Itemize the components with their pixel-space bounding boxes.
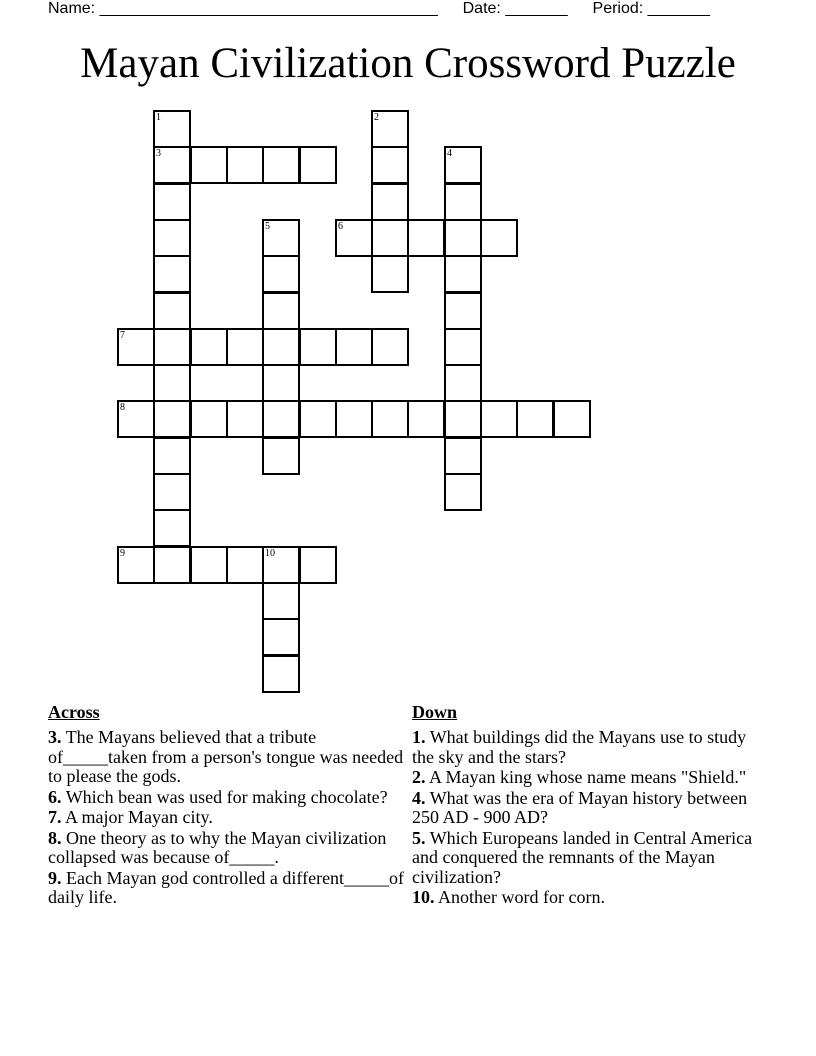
- crossword-cell[interactable]: [117, 546, 155, 584]
- clue-down-2: 2. A Mayan king whose name means "Shield.": [412, 767, 747, 787]
- clue-down-5: 5. Which Europeans landed in Central America and conquered the remnants of the Mayan civilization?: [412, 827, 753, 887]
- clue-number: 4: [447, 148, 452, 159]
- across-heading: Across: [48, 702, 100, 722]
- clue-number: 10: [265, 548, 275, 559]
- crossword-cell[interactable]: [262, 582, 300, 620]
- crossword-cell[interactable]: [153, 292, 191, 330]
- period-field[interactable]: Period: _______: [592, 0, 710, 17]
- clue-number: 5: [265, 221, 270, 232]
- crossword-cell[interactable]: [153, 509, 191, 547]
- clue-down-10: 10. Another word for corn.: [412, 887, 605, 907]
- crossword-cell[interactable]: [371, 183, 409, 221]
- crossword-cell[interactable]: [226, 400, 264, 438]
- crossword-cell[interactable]: [153, 364, 191, 402]
- crossword-cell[interactable]: [444, 328, 482, 366]
- across-clues: [48, 702, 406, 909]
- crossword-cell[interactable]: [516, 400, 554, 438]
- name-field[interactable]: Name: ______________________________________: [48, 0, 438, 17]
- clue-across-7: 7. A major Mayan city.: [48, 807, 213, 827]
- crossword-cell[interactable]: [444, 437, 482, 475]
- crossword-cell[interactable]: [262, 328, 300, 366]
- crossword-cell[interactable]: [480, 219, 518, 257]
- crossword-cell[interactable]: [371, 400, 409, 438]
- crossword-cell[interactable]: [153, 146, 191, 184]
- crossword-cell[interactable]: [299, 546, 337, 584]
- crossword-cell[interactable]: [153, 255, 191, 293]
- clue-across-6: 6. Which bean was used for making chocolate?: [48, 786, 388, 807]
- clue-number: 1: [156, 112, 161, 123]
- crossword-cell[interactable]: [262, 219, 300, 257]
- crossword-cell[interactable]: [262, 292, 300, 330]
- crossword-cell[interactable]: [262, 437, 300, 475]
- crossword-cell[interactable]: [444, 146, 482, 184]
- clue-number: 7: [120, 330, 125, 341]
- crossword-cell[interactable]: [335, 219, 373, 257]
- crossword-cell[interactable]: [299, 146, 337, 184]
- crossword-cell[interactable]: [371, 219, 409, 257]
- crossword-cell[interactable]: [153, 400, 191, 438]
- crossword-cell[interactable]: [444, 255, 482, 293]
- crossword-cell[interactable]: [190, 328, 228, 366]
- clue-down-1: 1. What buildings did the Mayans use to study the sky and the stars?: [412, 727, 747, 767]
- crossword-cell[interactable]: [262, 618, 300, 656]
- crossword-cell[interactable]: [226, 146, 264, 184]
- crossword-cell[interactable]: [299, 400, 337, 438]
- crossword-cell[interactable]: [190, 546, 228, 584]
- crossword-cell[interactable]: [335, 400, 373, 438]
- clue-number: 6: [338, 221, 343, 232]
- crossword-cell[interactable]: [444, 364, 482, 402]
- puzzle-title: Mayan Civilization Crossword Puzzle: [80, 40, 736, 87]
- crossword-cell[interactable]: [407, 219, 445, 257]
- clue-number: 2: [374, 112, 379, 123]
- clue-number: 3: [156, 148, 161, 159]
- crossword-cell[interactable]: [444, 473, 482, 511]
- crossword-cell[interactable]: [153, 546, 191, 584]
- crossword-cell[interactable]: [335, 328, 373, 366]
- crossword-cell[interactable]: [153, 183, 191, 221]
- crossword-cell[interactable]: [190, 400, 228, 438]
- crossword-cell[interactable]: [444, 400, 482, 438]
- crossword-cell[interactable]: [153, 328, 191, 366]
- crossword-cell[interactable]: [480, 400, 518, 438]
- crossword-cell[interactable]: [299, 328, 337, 366]
- date-field[interactable]: Date: _______: [462, 0, 568, 17]
- crossword-cell[interactable]: [371, 328, 409, 366]
- crossword-cell[interactable]: [226, 546, 264, 584]
- crossword-cell[interactable]: [407, 400, 445, 438]
- crossword-cell[interactable]: [262, 364, 300, 402]
- crossword-cell[interactable]: [444, 219, 482, 257]
- clue-across-8: 8. One theory as to why the Mayan civilization collapsed was because of_____.: [48, 827, 387, 867]
- crossword-cell[interactable]: [444, 292, 482, 330]
- crossword-cell[interactable]: [117, 328, 155, 366]
- clue-across-3: 3. The Mayans believed that a tribute of_____taken from a person's tongue was needed to please the gods.: [48, 727, 404, 786]
- down-heading: Down: [412, 702, 458, 722]
- crossword-cell[interactable]: [190, 146, 228, 184]
- crossword-cell[interactable]: [153, 437, 191, 475]
- down-clues: [412, 702, 772, 909]
- crossword-cell[interactable]: [153, 219, 191, 257]
- clue-across-9: 9. Each Mayan god controlled a different_____of daily life.: [48, 867, 405, 907]
- crossword-cell[interactable]: [226, 328, 264, 366]
- crossword-cell[interactable]: [117, 400, 155, 438]
- crossword-cell[interactable]: [262, 400, 300, 438]
- crossword-cell[interactable]: [262, 146, 300, 184]
- crossword-cell[interactable]: [262, 546, 300, 584]
- clue-down-4: 4. What was the era of Mayan history between 250 AD - 900 AD?: [412, 787, 748, 827]
- clue-number: 9: [120, 548, 125, 559]
- crossword-cell[interactable]: [153, 110, 191, 148]
- crossword-cell[interactable]: [444, 183, 482, 221]
- crossword-cell[interactable]: [371, 110, 409, 148]
- crossword-cell[interactable]: [262, 255, 300, 293]
- crossword-cell[interactable]: [153, 473, 191, 511]
- crossword-cell[interactable]: [371, 146, 409, 184]
- crossword-cell[interactable]: [553, 400, 591, 438]
- clue-number: 8: [120, 402, 125, 413]
- crossword-cell[interactable]: [262, 655, 300, 693]
- crossword-cell[interactable]: [371, 255, 409, 293]
